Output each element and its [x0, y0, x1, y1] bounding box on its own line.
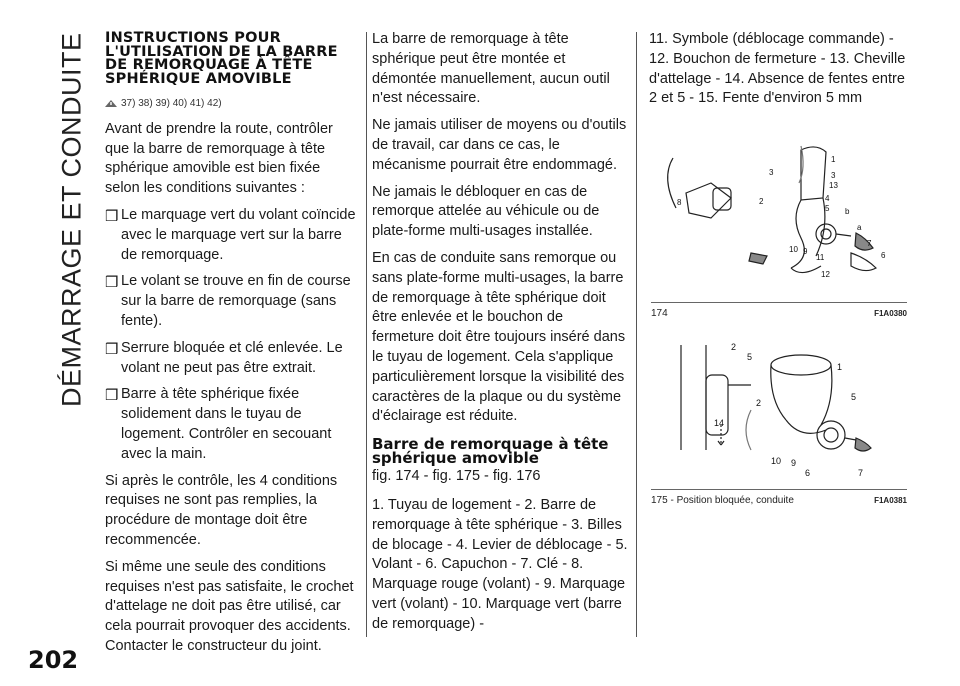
bullet-item — [105, 272, 357, 331]
callout-label: 6 — [805, 468, 811, 478]
bullet-text: Le volant se trouve en fin de course sur la barre de remorquage (sans fente). — [121, 273, 351, 329]
checkbox-bullet-icon: ❒ — [105, 387, 119, 405]
bullet-text: Barre à tête sphérique fixée solidement dans le tuyau de logement. Contrôler en secouant avec la main. — [121, 386, 332, 462]
callout-label: 1 — [831, 155, 836, 164]
paragraph: Ne jamais utiliser de moyens ou d'outils de travail, car dans ce cas, le mécanisme pourrait être endommagé. — [372, 117, 627, 173]
section-heading: INSTRUCTIONS POUR L'UTILISATION DE LA BARRE DE REMORQUAGE À TÊTE SPHÉRIQUE AMOVIBLE — [105, 30, 338, 87]
bullet-item — [105, 339, 357, 379]
callout-label: 2 — [756, 398, 762, 408]
column-3 — [649, 30, 911, 116]
callout-label: 5 — [747, 352, 753, 362]
figure-175-rule — [651, 489, 907, 490]
bullet-text: Le marquage vert du volant coïncide avec le marquage vert sur la barre de remorquage. — [121, 206, 356, 263]
reference-numbers: 37) 38) 39) 40) 41) 42) — [121, 98, 222, 109]
page-number: 202 — [28, 646, 79, 674]
callout-label: 13 — [829, 181, 838, 190]
callout-label: 10 — [771, 456, 782, 466]
paragraph: Si même une seule des conditions requises n'est pas satisfaite, le crochet d'attelage ne doit pas être utilisé, car cela pourrait provoquer des accidents. Contacter le constructeur du joint. — [105, 558, 354, 654]
callout-label: 5 — [825, 204, 830, 213]
checkbox-bullet-icon: ❒ — [105, 207, 119, 225]
callout-label: 11 — [816, 253, 825, 262]
callout-label: b — [845, 207, 850, 216]
caption-text: 175 - Position bloquée, conduite — [651, 495, 794, 506]
callout-label: 4 — [825, 194, 830, 203]
callout-label: 9 — [803, 247, 808, 256]
callout-label: 14 — [714, 418, 725, 428]
intro-paragraph: Avant de prendre la route, contrôler que la barre de remorquage à tête sphérique amovible est bien fixée selon les conditions suivantes : — [105, 120, 333, 197]
figure-174-caption — [651, 308, 907, 319]
legend-text-continued: 11. Symbole (déblocage commande) - 12. Bouchon de fermeture - 13. Cheville d'attelage - 14. Absence de fentes entre 2 et 5 - 15. Fente d'environ 5 mm — [649, 31, 906, 107]
callout-label: 12 — [821, 270, 830, 279]
checkbox-bullet-icon: ❒ — [105, 274, 119, 292]
column-divider-1 — [366, 32, 367, 637]
callout-label: 2 — [759, 197, 764, 206]
figure-174-rule — [651, 302, 907, 303]
callout-label: 8 — [677, 198, 682, 207]
figure-references: fig. 174 - fig. 175 - fig. 176 — [372, 468, 541, 485]
column-2 — [372, 30, 628, 642]
bullet-text: Serrure bloquée et clé enlevée. Le volant ne peut pas être extrait. — [121, 339, 343, 376]
column-divider-2 — [636, 32, 637, 637]
bullet-item — [105, 206, 357, 265]
bullet-item — [105, 385, 357, 464]
callout-label: 7 — [858, 468, 864, 478]
figure-code: F1A0381 — [874, 496, 907, 505]
paragraph: En cas de conduite sans remorque ou sans plate-forme multi-usages, la barre de remorquage à tête sphérique doit être enlevée et le bouchon de fermeture doit être toujours inséré dans le tuyau de logement. Cela s'applique particulièrement lorsque la visibilité des caractères de la plaque ou du système d'éclairage est réduite. — [372, 249, 626, 425]
locked-position-illustration — [681, 345, 871, 451]
callout-label: 9 — [791, 458, 797, 468]
callout-label: 3 — [769, 168, 774, 177]
figure-175-labels — [714, 342, 863, 478]
figure-175-caption — [651, 495, 907, 506]
figure-code: F1A0380 — [874, 309, 907, 318]
paragraph: Si après le contrôle, les 4 conditions requises ne sont pas remplies, la procédure de montage doit être recommencée. — [105, 472, 338, 548]
warning-references — [105, 94, 357, 114]
checkbox-bullet-icon: ❒ — [105, 340, 119, 358]
caption-text: 174 — [651, 308, 668, 319]
paragraph: La barre de remorquage à tête sphérique peut être montée et démontée manuellement, aucun outil n'est nécessaire. — [372, 31, 610, 107]
callout-label: 1 — [837, 362, 843, 372]
callout-label: 10 — [789, 245, 798, 254]
callout-label: a — [857, 223, 862, 232]
column-1 — [105, 30, 357, 664]
subsection-heading: Barre de remorquage à tête sphérique amovible — [372, 435, 609, 468]
callout-label: 5 — [851, 392, 857, 402]
callout-label: 6 — [881, 251, 886, 260]
callout-label: 3 — [831, 171, 836, 180]
paragraph: Ne jamais le débloquer en cas de remorque attelée au véhicule ou de plate-forme multi-usages installée. — [372, 183, 600, 240]
legend-text: 1. Tuyau de logement - 2. Barre de remorquage à tête sphérique - 3. Billes de blocage - 4. Levier de déblocage - 5. Volant - 6. Capuchon - 7. Clé - 8. Marquage rouge (volant) - 9. Marquage vert (volant) - 10. Marquage vert (barre de remorquage) - — [372, 496, 628, 632]
figure-175 — [651, 330, 907, 485]
callout-label: 2 — [731, 342, 737, 352]
section-title: DÉMARRAGE ET CONDUITE — [56, 32, 87, 407]
figure-174 — [651, 138, 907, 300]
callout-label: 7 — [867, 239, 872, 248]
warning-book-icon — [105, 99, 117, 108]
